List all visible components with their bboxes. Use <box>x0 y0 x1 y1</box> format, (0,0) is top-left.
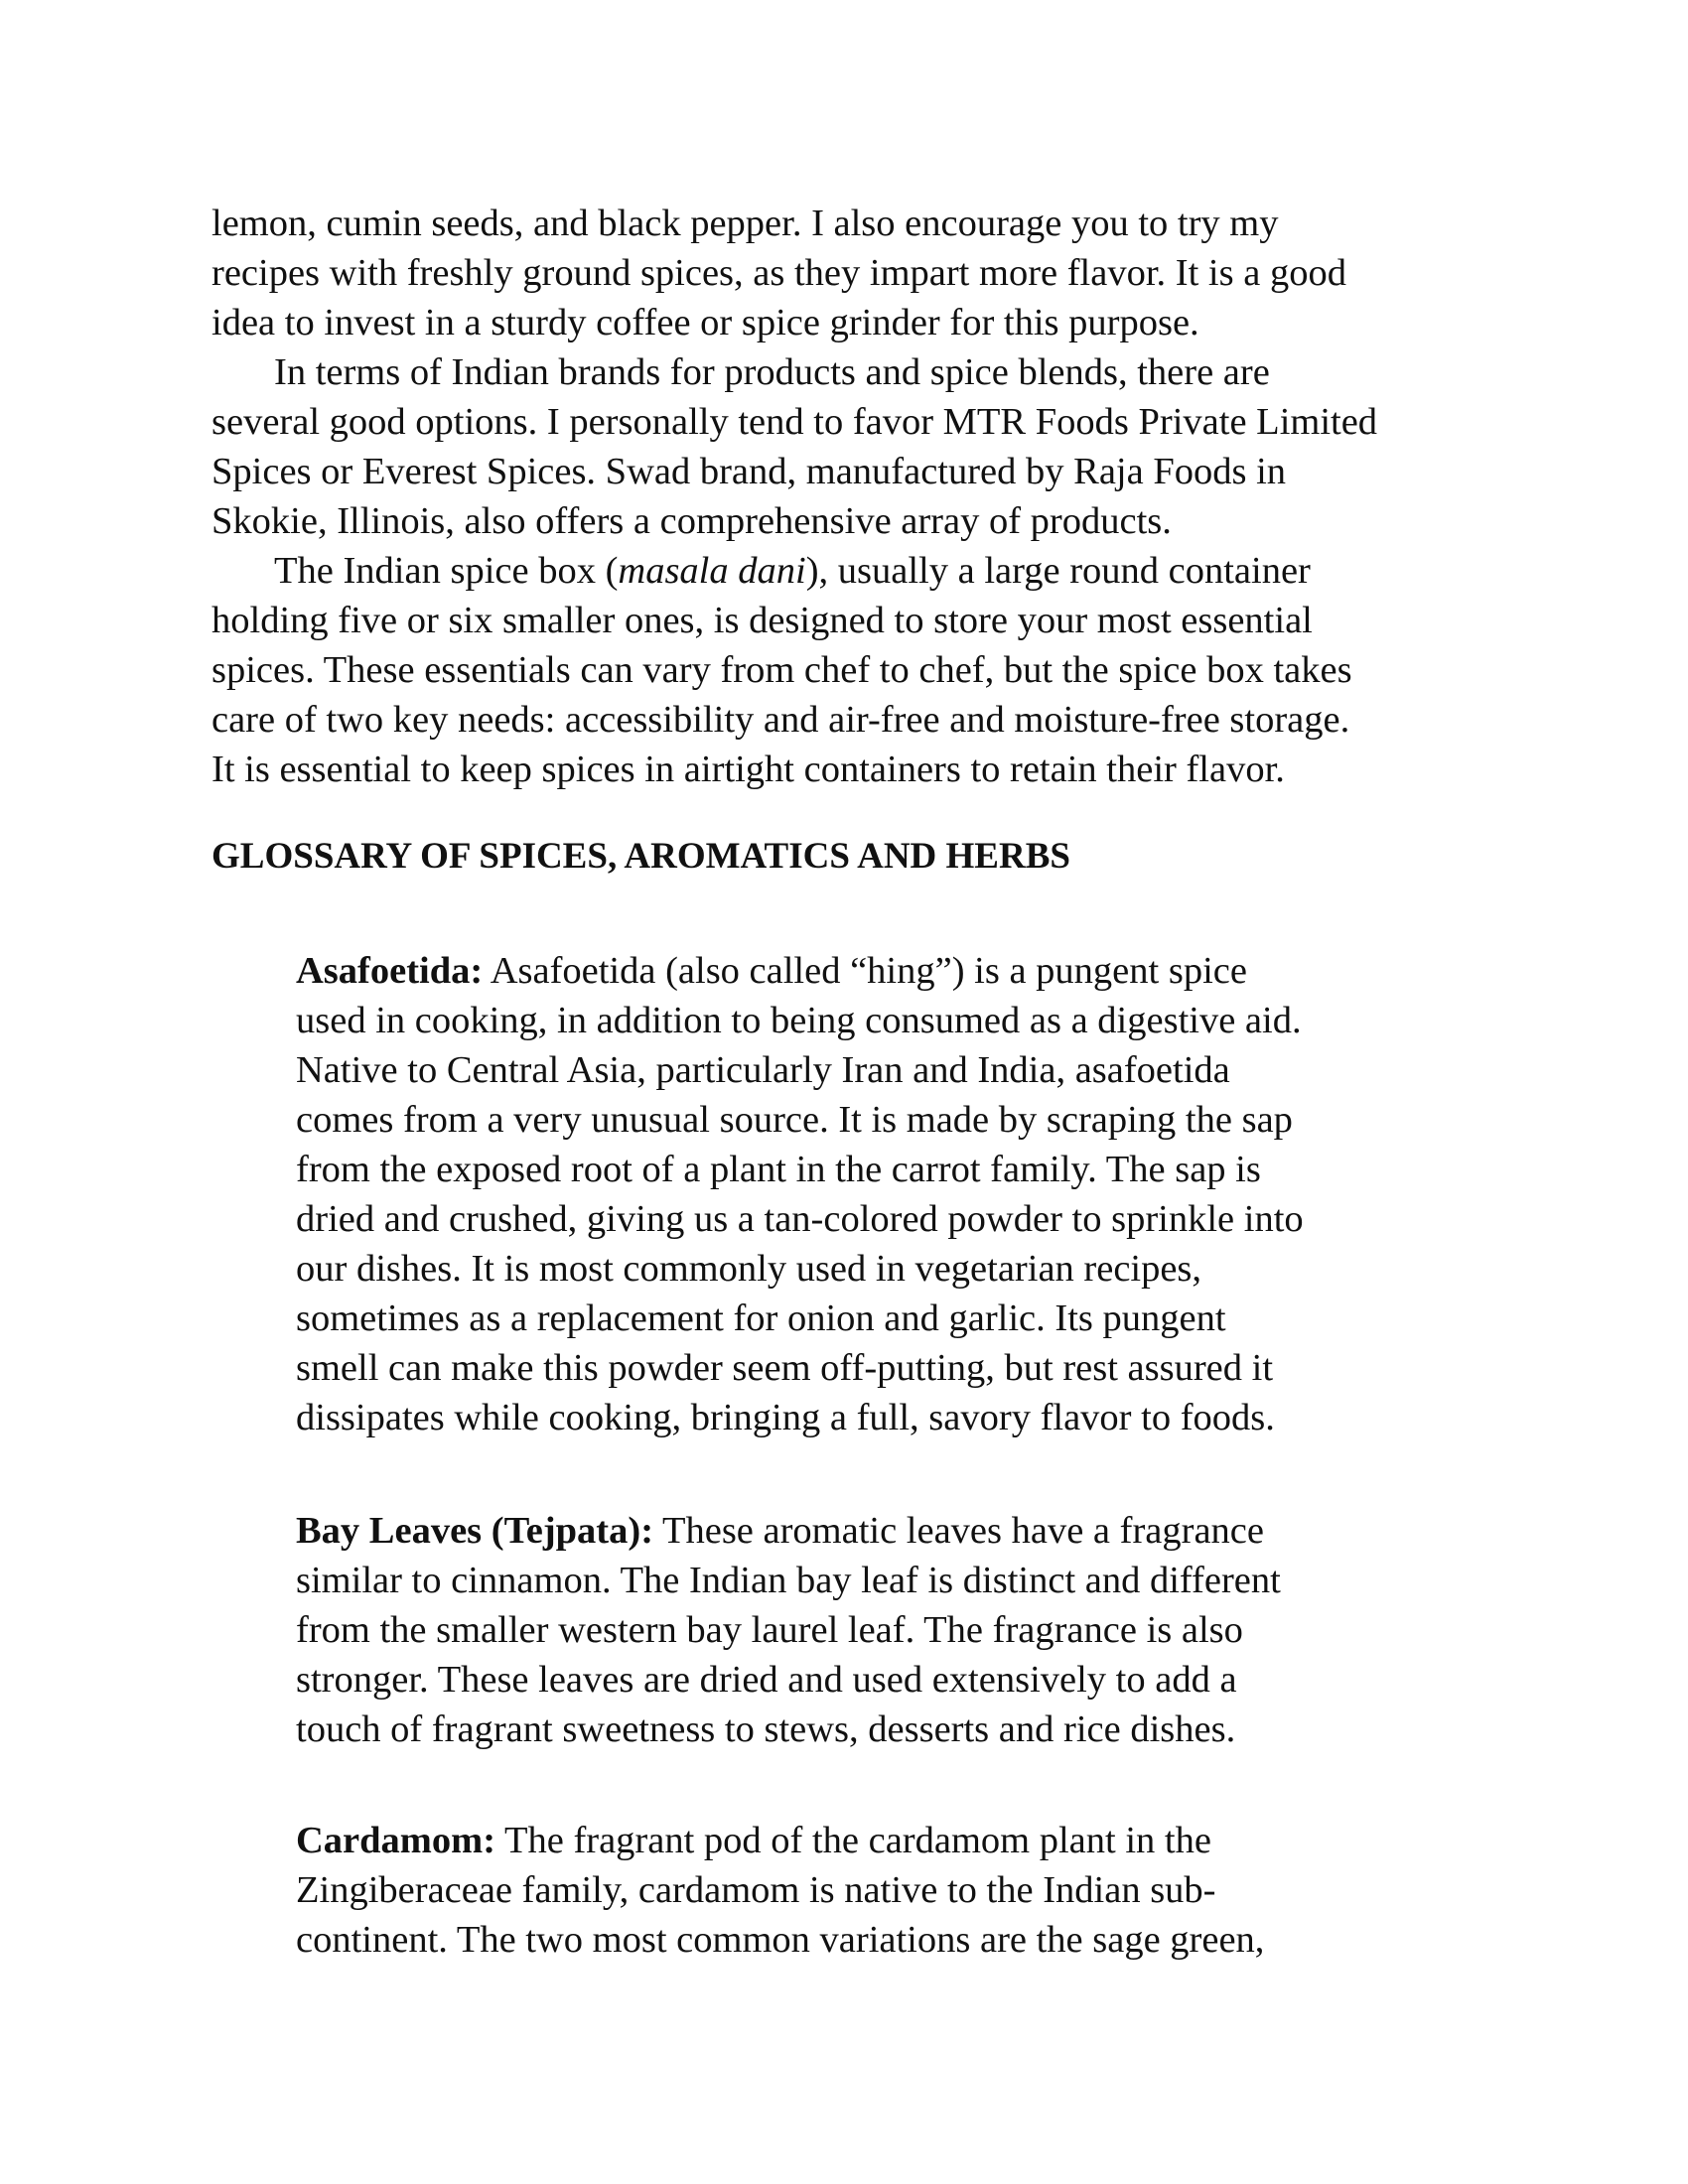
text-line: Native to Central Asia, particularly Iran and India, asafoetida <box>296 1049 1230 1091</box>
text-line: Skokie, Illinois, also offers a comprehensive array of products. <box>211 500 1172 542</box>
text-run: ), usually a large round container <box>805 550 1311 592</box>
text-line: idea to invest in a sturdy coffee or spice grinder for this purpose. <box>211 302 1199 343</box>
text-line: care of two key needs: accessibility and air-free and moisture-free storage. <box>211 699 1350 741</box>
text-line <box>211 546 1502 596</box>
intro-text <box>211 199 1502 794</box>
text-line <box>296 1816 1487 1865</box>
text-line: from the exposed root of a plant in the carrot family. The sap is <box>296 1149 1261 1190</box>
text-line: comes from a very unusual source. It is made by scraping the sap <box>296 1099 1293 1141</box>
glossary-entry-bay-leaves <box>296 1506 1487 1754</box>
paragraph-indian-brands <box>211 347 1502 546</box>
text-line: used in cooking, in addition to being consumed as a digestive aid. <box>296 1000 1302 1041</box>
text-line: stronger. These leaves are dried and used extensively to add a <box>296 1659 1237 1701</box>
text-line: Zingiberaceae family, cardamom is native to the Indian sub- <box>296 1869 1216 1911</box>
text-line: several good options. I personally tend to favor MTR Foods Private Limited <box>211 401 1378 443</box>
text-run: Asafoetida (also called “hing”) is a pungent spice <box>483 950 1247 992</box>
text-line: dried and crushed, giving us a tan-colored powder to sprinkle into <box>296 1198 1304 1240</box>
italic-term-masala-dani: masala dani <box>618 550 806 592</box>
text-line: smell can make this powder seem off-putting, but rest assured it <box>296 1347 1274 1389</box>
text-line: holding five or six smaller ones, is designed to store your most essential <box>211 600 1313 641</box>
glossary-term: Asafoetida: <box>296 950 484 992</box>
text-run: The fragrant pod of the cardamom plant in the <box>495 1820 1211 1861</box>
text-line <box>296 1506 1487 1556</box>
glossary-term: Cardamom: <box>296 1820 496 1861</box>
paragraph-spice-box <box>211 546 1502 794</box>
text-line <box>296 946 1487 996</box>
text-line: continent. The two most common variations are the sage green, <box>296 1919 1265 1961</box>
text-line: lemon, cumin seeds, and black pepper. I also encourage you to try my <box>211 203 1279 244</box>
text-line: our dishes. It is most commonly used in vegetarian recipes, <box>296 1248 1202 1290</box>
text-line: from the smaller western bay laurel leaf. The fragrance is also <box>296 1609 1243 1651</box>
text-line: similar to cinnamon. The Indian bay leaf is distinct and different <box>296 1560 1281 1601</box>
glossary-term: Bay Leaves (Tejpata): <box>296 1510 654 1552</box>
text-line: touch of fragrant sweetness to stews, desserts and rice dishes. <box>296 1708 1236 1750</box>
text-line: sometimes as a replacement for onion and garlic. Its pungent <box>296 1297 1226 1339</box>
text-line: recipes with freshly ground spices, as they impart more flavor. It is a good <box>211 252 1346 294</box>
glossary-heading: GLOSSARY OF SPICES, AROMATICS AND HERBS <box>211 836 1070 877</box>
text-line: dissipates while cooking, bringing a full, savory flavor to foods. <box>296 1397 1275 1438</box>
text-run: These aromatic leaves have a fragrance <box>653 1510 1264 1552</box>
paragraph-spice-grinding <box>211 199 1502 347</box>
glossary-entry-asafoetida <box>296 946 1487 1442</box>
text-line: spices. These essentials can vary from chef to chef, but the spice box takes <box>211 649 1352 691</box>
text-line: Spices or Everest Spices. Swad brand, manufactured by Raja Foods in <box>211 451 1287 492</box>
text-line: In terms of Indian brands for products and spice blends, there are <box>274 351 1270 393</box>
text-line: It is essential to keep spices in airtight containers to retain their flavor. <box>211 749 1285 790</box>
text-run: The Indian spice box ( <box>274 550 619 592</box>
glossary-entry-cardamom <box>296 1816 1487 1965</box>
